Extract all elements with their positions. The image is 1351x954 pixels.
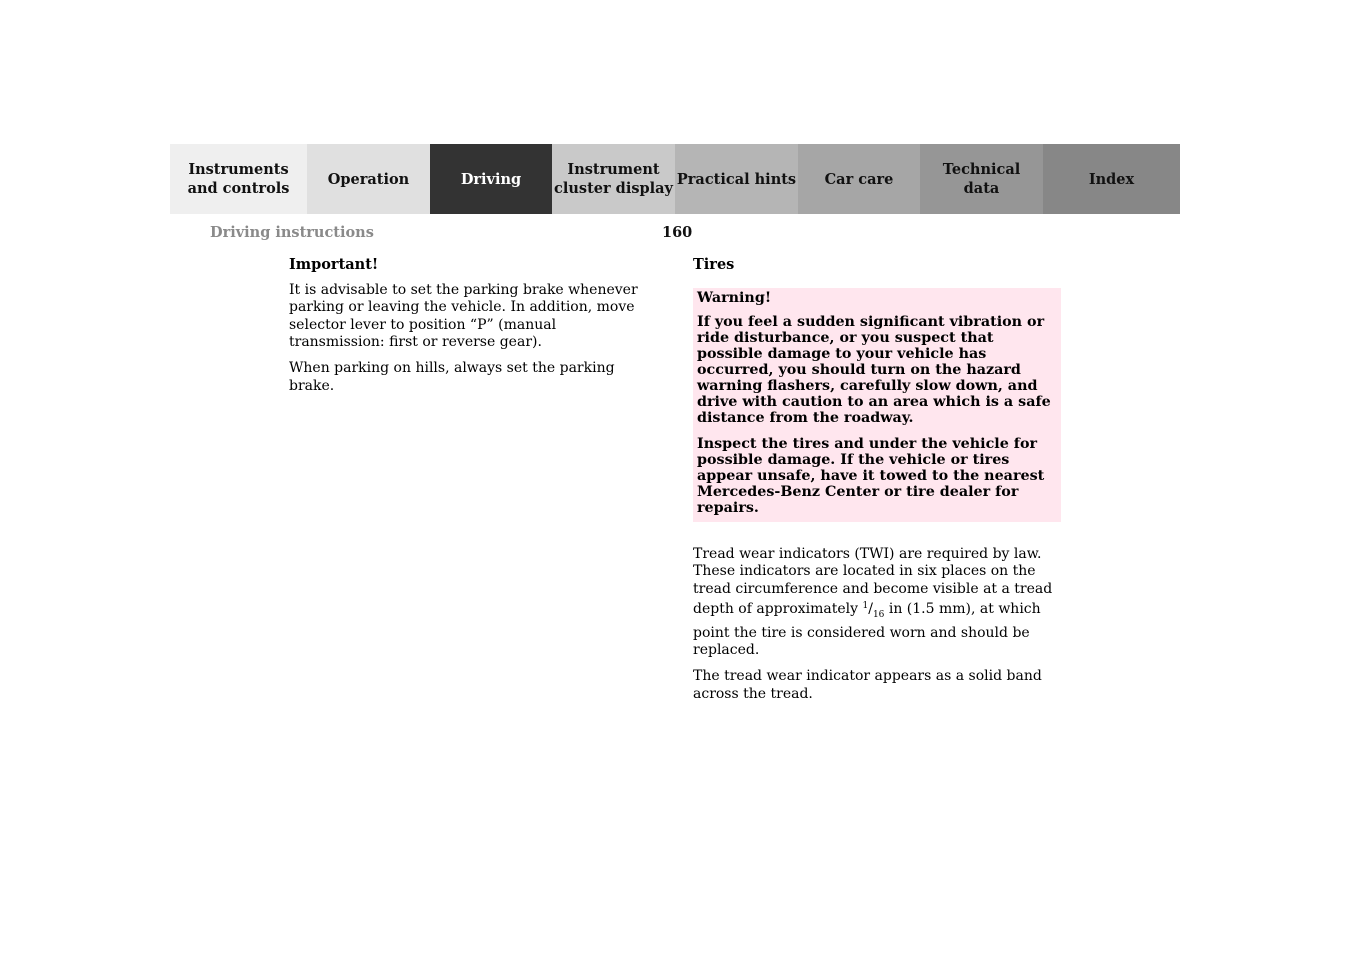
fraction	[862, 601, 885, 620]
tires-heading: Tires	[693, 256, 735, 273]
tab-technical-data[interactable]: Technical data	[920, 144, 1043, 214]
hills-paragraph: When parking on hills, always set the parking brake.	[289, 360, 615, 394]
tread-wear-indicator-paragraph	[693, 546, 1061, 660]
warning-box	[693, 288, 1061, 522]
right-column	[693, 256, 1061, 712]
tab-index[interactable]: Index	[1043, 144, 1180, 214]
tab-car-care[interactable]: Car care	[798, 144, 920, 214]
fraction-numerator: 1	[862, 601, 869, 611]
fraction-denominator: 16	[872, 610, 885, 620]
tab-instruments-and-controls[interactable]: Instruments and controls	[170, 144, 307, 214]
tab-operation[interactable]: Operation	[307, 144, 430, 214]
warning-paragraph: If you feel a sudden significant vibration or ride disturbance, or you suspect that possible damage to your vehicle has occurred, you should turn on the hazard warning flashers, carefully slow down, and drive with caution to an area which is a safe distance from the roadway.	[697, 313, 1051, 426]
left-column	[289, 256, 644, 404]
parking-brake-paragraph: It is advisable to set the parking brake whenever parking or leaving the vehicle. In addition, move selector lever to position “P” (manual transmission: first or reverse gear).	[289, 281, 638, 350]
important-heading: Important!	[289, 256, 379, 273]
solid-band-paragraph: The tread wear indicator appears as a solid band across the tread.	[693, 668, 1042, 702]
page-number: 160	[662, 224, 693, 241]
tab-driving[interactable]: Driving	[430, 144, 552, 214]
warning-title: Warning!	[697, 289, 772, 306]
section-title: Driving instructions	[210, 224, 374, 241]
text-run: Tread wear indicators (TWI) are required by law. These indicators are located in six places on the tread circumference and become visible at a tread depth of approximately	[693, 545, 1053, 617]
tab-instrument-cluster-display[interactable]: Instrument cluster display	[552, 144, 675, 214]
text-run: in (1.5 mm), at which point the tire is considered worn and should be replaced.	[693, 601, 1041, 658]
tab-practical-hints[interactable]: Practical hints	[675, 144, 798, 214]
top-navigation-tabs	[170, 144, 1180, 214]
warning-paragraph: Inspect the tires and under the vehicle for possible damage. If the vehicle or tires appear unsafe, have it towed to the nearest Mercedes-Benz Center or tire dealer for repairs.	[697, 435, 1045, 516]
fraction-slash: /	[868, 601, 873, 617]
